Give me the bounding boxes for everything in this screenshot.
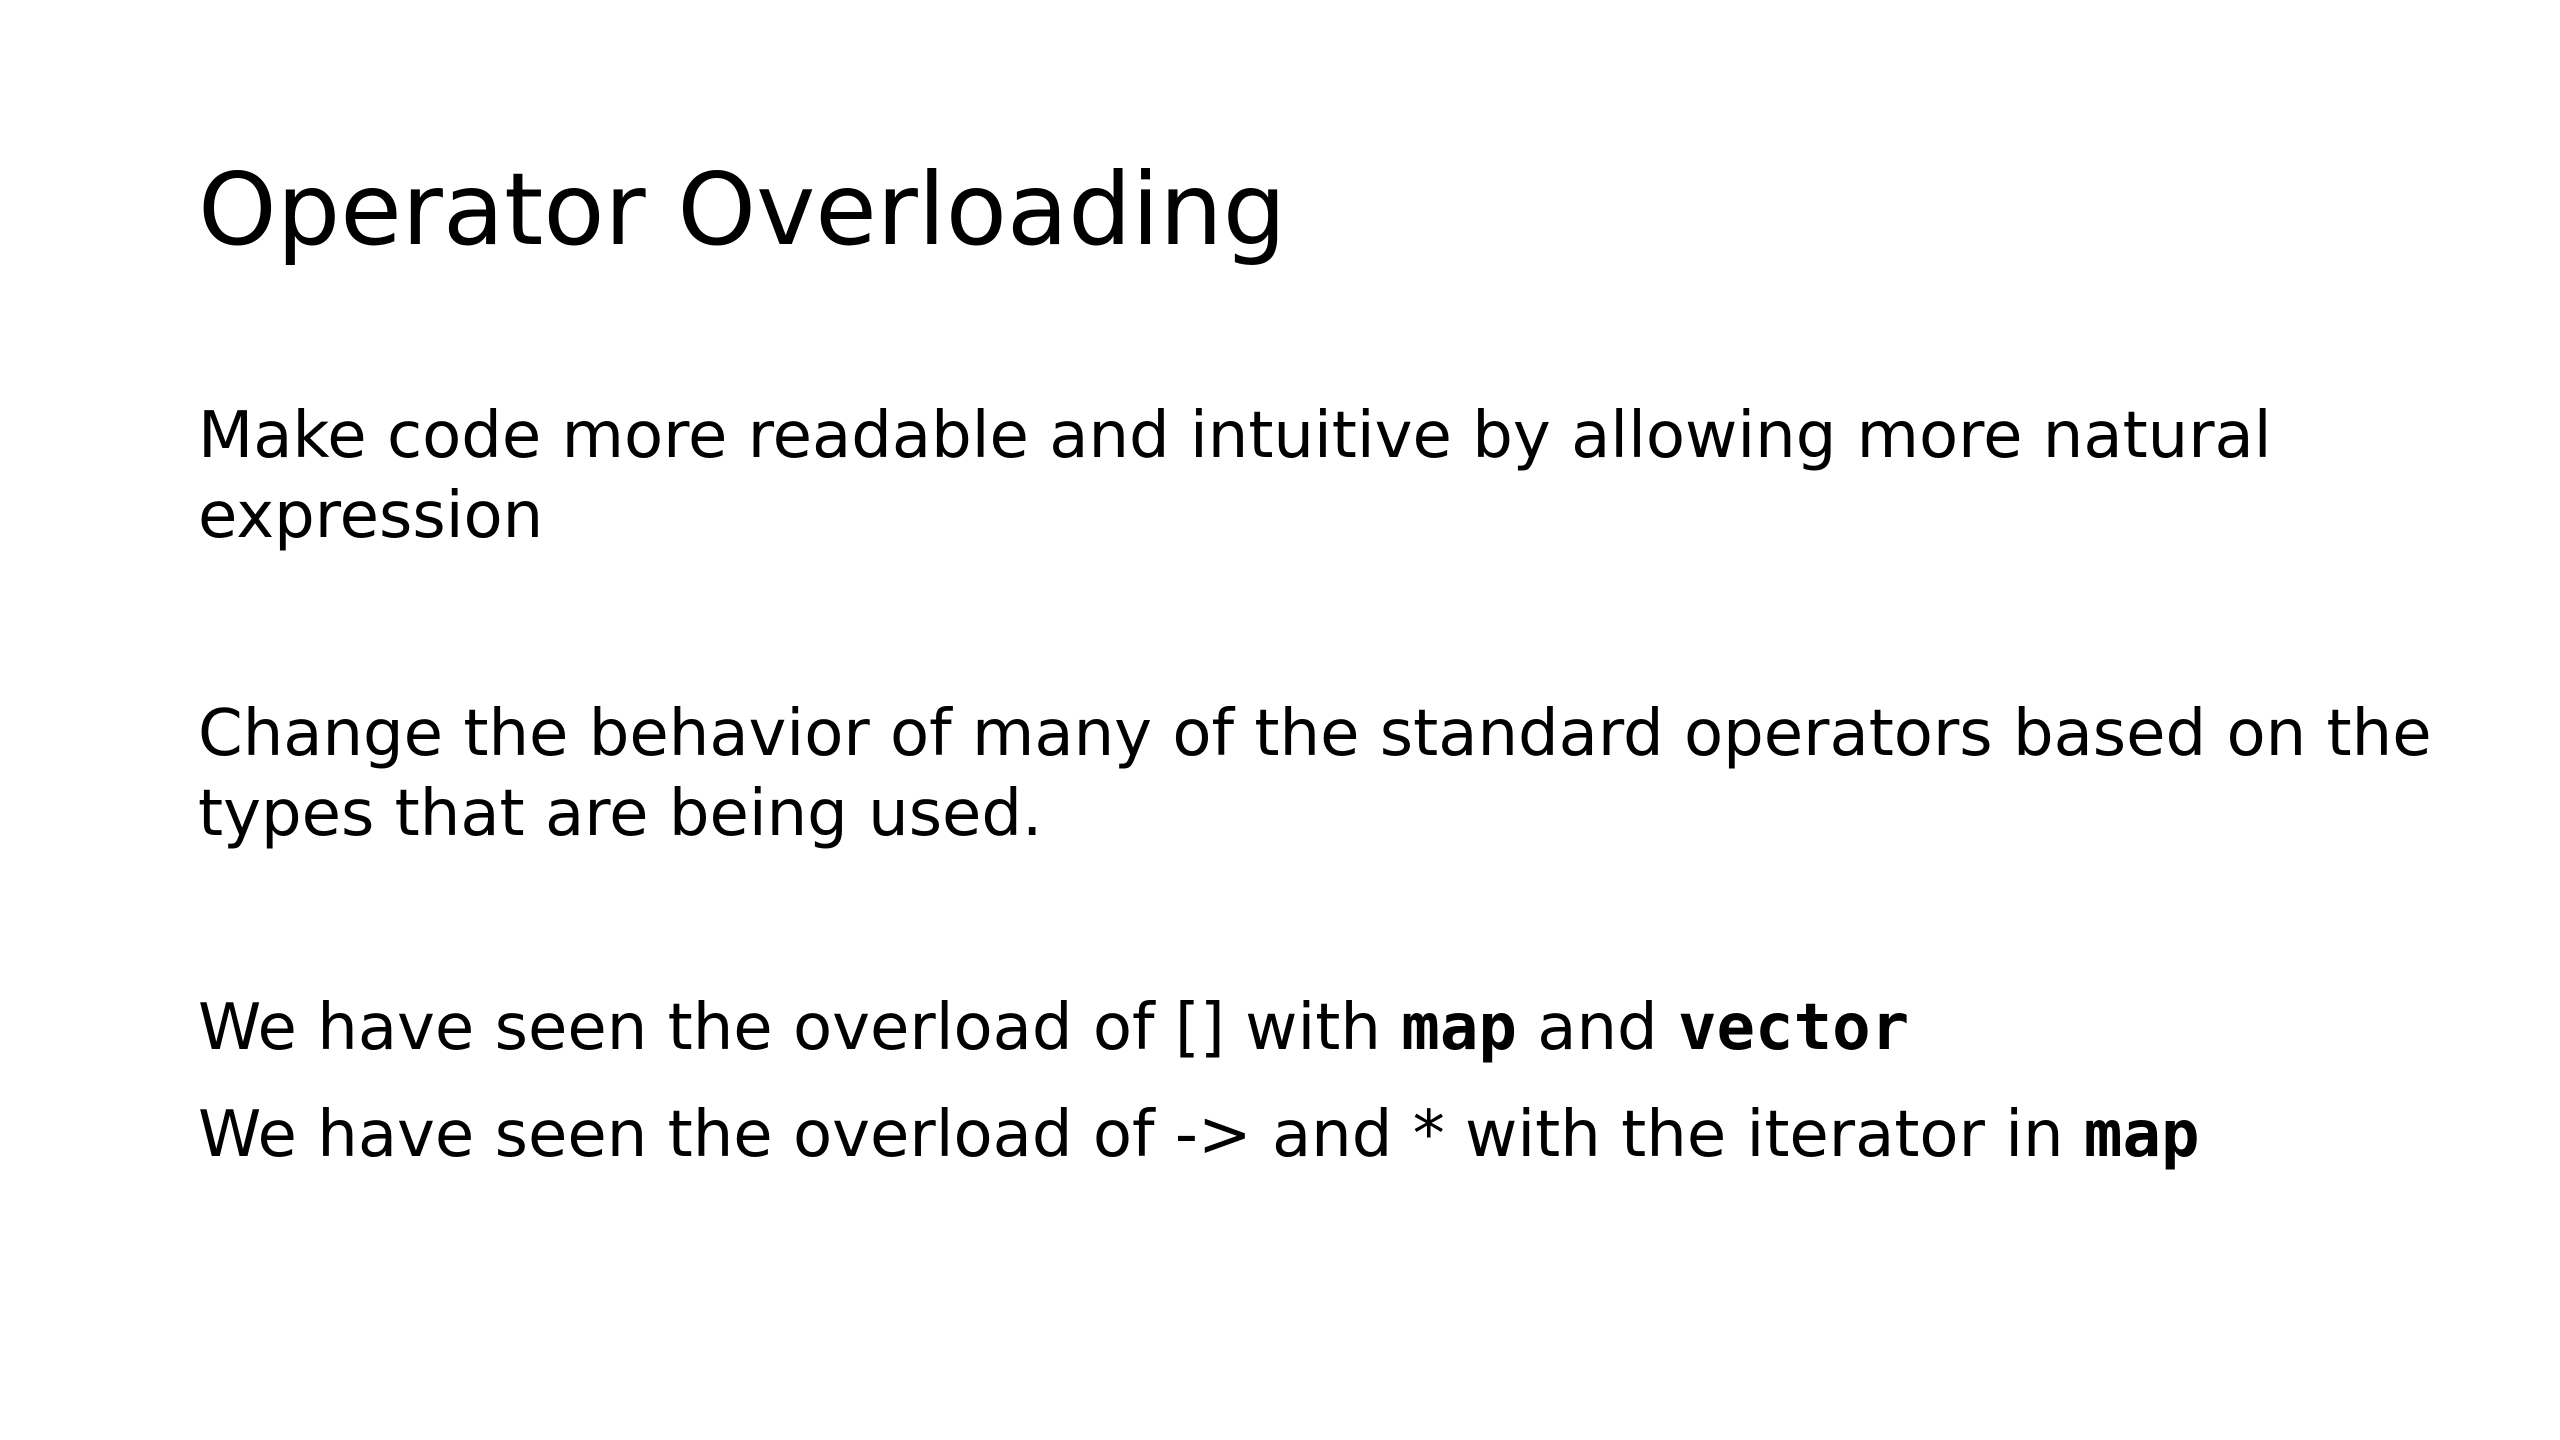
line3-text-before: We have seen the overload of [] with	[198, 991, 1402, 1065]
code-map: map	[1401, 991, 1517, 1065]
code-map-iterator: map	[2083, 1098, 2200, 1172]
line3-text-middle: and	[1516, 991, 1678, 1065]
code-vector: vector	[1677, 991, 1910, 1065]
paragraph-readable-code: Make code more readable and intuitive by allowing more natural expression	[198, 399, 2272, 553]
line-overload-iterator	[198, 1095, 2448, 1175]
paragraph-change-behavior: Change the behavior of many of the standard operators based on the types that are being used.	[198, 697, 2432, 851]
slide-title: Operator Overloading	[198, 151, 1287, 268]
line4-text-before: We have seen the overload of -> and * with the iterator in	[198, 1098, 2084, 1172]
line-overload-brackets	[198, 988, 2448, 1068]
